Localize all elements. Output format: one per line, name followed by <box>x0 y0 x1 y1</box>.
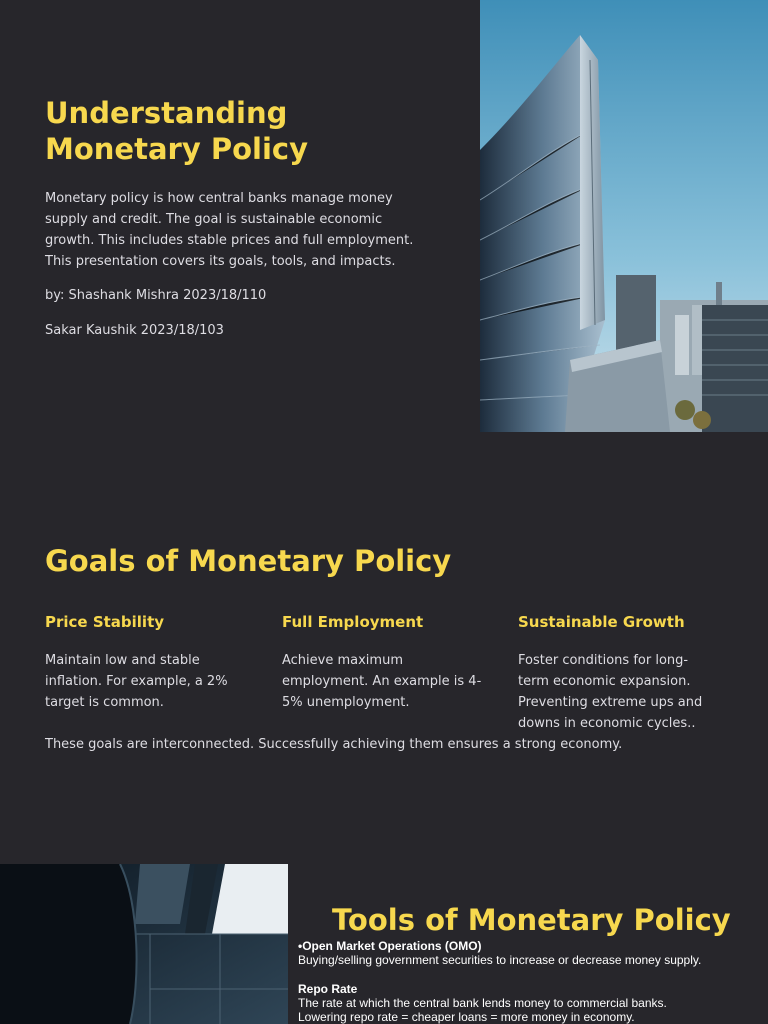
title-line-1: Understanding <box>45 96 288 130</box>
goals-title: Goals of Monetary Policy <box>45 544 452 578</box>
intro-paragraph: Monetary policy is how central banks manage money supply and credit. The goal is sustainable economic growth. This includes stable prices and full employment. This presentation covers its goals, tools, and impacts. <box>45 191 414 269</box>
goal-text: Achieve maximum employment. An example is 4-5% unemployment. <box>282 653 482 710</box>
page-title <box>45 95 445 167</box>
skyscraper-photo <box>480 0 768 432</box>
tool-description: Buying/selling government securities to increase or decrease money supply. <box>298 953 702 967</box>
tool-description: The rate at which the central bank lends money to commercial banks. <box>298 996 667 1010</box>
goal-heading: Price Stability <box>45 613 165 631</box>
office-interior-photo <box>0 864 288 1024</box>
goal-full-employment <box>282 610 482 713</box>
goal-text: Maintain low and stable inflation. For example, a 2% target is common. <box>45 653 228 710</box>
slide-goals <box>0 432 768 864</box>
goals-summary: These goals are interconnected. Successfully achieving them ensures a strong economy. <box>45 737 623 752</box>
goal-sustainable-growth <box>518 610 718 734</box>
tools-title: Tools of Monetary Policy <box>332 903 731 937</box>
tool-heading: Repo Rate <box>298 982 358 996</box>
tool-heading: •Open Market Operations (OMO) <box>298 939 482 953</box>
goal-heading: Full Employment <box>282 613 424 631</box>
tool-repo-rate <box>298 982 738 1024</box>
slide-intro <box>0 0 768 432</box>
goal-text: Foster conditions for long-term economic expansion. Preventing extreme ups and downs in economic cycles.. <box>518 653 703 731</box>
goal-heading: Sustainable Growth <box>518 613 685 631</box>
goal-price-stability <box>45 610 245 713</box>
author-line-1: by: Shashank Mishra 2023/18/110 <box>45 288 267 303</box>
title-line-2: Monetary Policy <box>45 132 308 166</box>
author-line-2: Sakar Kaushik 2023/18/103 <box>45 323 224 338</box>
tool-description-2: Lowering repo rate = cheaper loans = more money in economy. <box>298 1010 635 1024</box>
tool-omo <box>298 939 738 967</box>
slide-tools <box>0 864 768 1024</box>
